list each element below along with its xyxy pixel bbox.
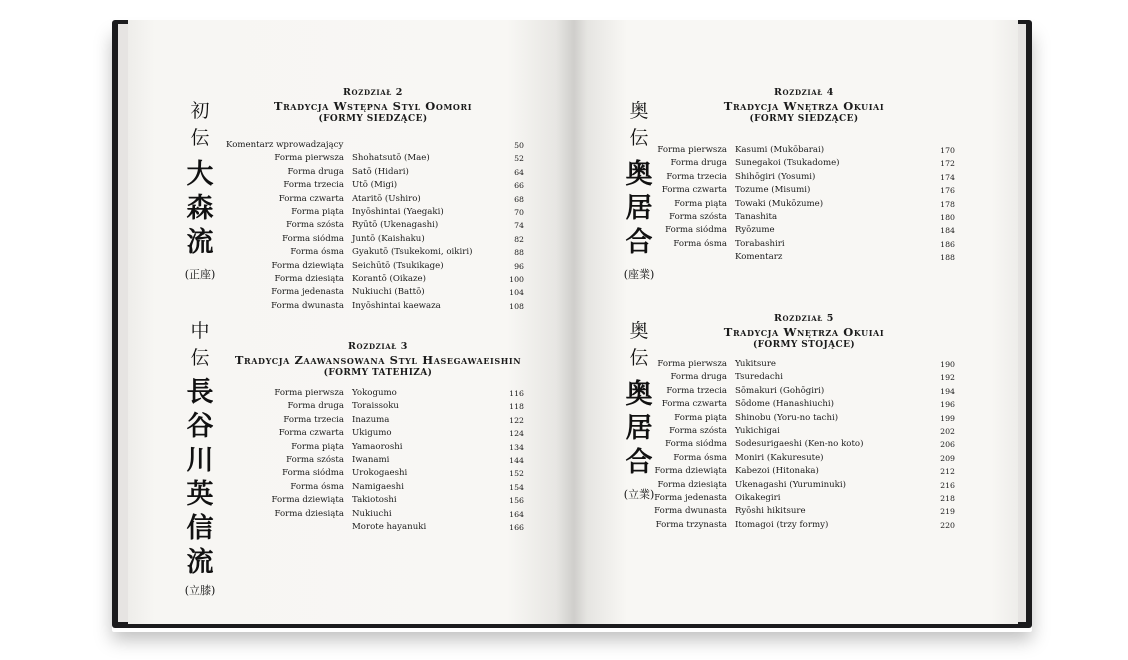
toc-entry-label: Forma ósma <box>290 247 344 258</box>
toc-entry-page: 186 <box>940 239 955 249</box>
toc-entry <box>659 371 959 384</box>
kanji-char: 合 <box>625 227 653 258</box>
toc-entry-label: Forma trzecia <box>283 414 344 425</box>
kanji-note: (正座) <box>184 268 216 281</box>
toc-entry-page: 216 <box>940 480 955 490</box>
toc-entry-page: 184 <box>940 226 955 236</box>
toc-entry-label: Forma ósma <box>673 452 727 463</box>
toc-entry <box>228 166 528 179</box>
toc-entry <box>659 238 959 251</box>
toc-entry <box>659 398 959 411</box>
toc-entry-name: Toraissoku <box>352 401 399 412</box>
toc-entry <box>228 508 528 521</box>
toc-entry-label: Forma piąta <box>291 441 344 452</box>
toc-entry-label: Forma siódma <box>665 225 727 236</box>
toc-entry-page: 174 <box>940 172 955 182</box>
toc-entry-page: 212 <box>940 467 955 477</box>
toc-entry-label: Forma czwarta <box>278 428 344 439</box>
toc-entry-page: 152 <box>509 469 524 479</box>
toc-entry-page: 70 <box>514 207 524 217</box>
toc-entry-name: Iwanami <box>352 454 390 465</box>
toc-entry-name: Oikakegiri <box>735 492 781 503</box>
toc-entry-name: Ryūtō (Ukenagashi) <box>352 220 439 231</box>
toc-entry <box>659 425 959 438</box>
toc-entry-label: Forma druga <box>670 158 727 169</box>
kanji-char: 合 <box>625 447 653 478</box>
toc-entry-label: Forma druga <box>670 372 727 383</box>
toc-entry-label: Forma szósta <box>286 220 344 231</box>
chapter-subtitle: (FORMY STOJĄCE) <box>752 340 856 350</box>
kanji-char: 中 <box>190 320 210 342</box>
toc-entry-name: Kabezoi (Hitonaka) <box>735 466 819 477</box>
toc-entry-label: Forma dziewiąta <box>271 260 344 271</box>
kanji-column-chuden <box>180 318 220 598</box>
toc-entry-page: 188 <box>940 253 955 263</box>
toc-entry-name: Itomagoi (trzy formy) <box>735 519 829 530</box>
toc-entry-name: Takiotoshi <box>352 495 397 506</box>
toc-entry-label: Forma czwarta <box>661 185 727 196</box>
toc-entry-label: Forma siódma <box>665 439 727 450</box>
toc-entry-page: 209 <box>940 453 955 463</box>
toc-entry-label: Forma szósta <box>669 425 727 436</box>
toc-entry-name: Utō (Migi) <box>352 180 398 191</box>
toc-entry-label: Forma dwunasta <box>271 300 344 311</box>
toc-entry-name: Ukigumo <box>352 428 392 439</box>
toc-entry-label: Forma dziesiąta <box>274 508 344 519</box>
toc-entry-name: Sōmakuri (Gohōgiri) <box>735 385 825 396</box>
toc-entry <box>228 152 528 165</box>
kanji-char: 川 <box>186 445 214 476</box>
chapter-4-heading <box>664 86 944 126</box>
toc-entry-page: 176 <box>940 186 955 196</box>
kanji-note: (座業) <box>623 268 655 281</box>
toc-entry-page: 180 <box>940 212 955 222</box>
kanji-char: 奥 <box>629 100 649 122</box>
toc-entry-name: Seichūtō (Tsukikage) <box>352 260 444 271</box>
chapter-title: Tradycja Wnętrza Okuiai <box>723 325 885 339</box>
toc-entry-label: Forma ósma <box>290 481 344 492</box>
chapter-title: Tradycja Wstępna Styl Oomori <box>273 99 473 113</box>
toc-entry-page: 50 <box>514 141 524 150</box>
toc-entry <box>228 193 528 206</box>
toc-entry-name: Inazuma <box>352 414 390 425</box>
toc-entry-page: 190 <box>940 360 955 369</box>
toc-entry-label: Forma trzecia <box>666 385 727 396</box>
right-page <box>574 20 1018 624</box>
toc-entry-page: 96 <box>514 261 524 271</box>
toc-entry <box>228 179 528 192</box>
toc-entry-name: Towaki (Mukōzume) <box>735 198 824 209</box>
kanji-column-okuden-seated <box>619 98 659 282</box>
toc-entry-name: Shohatsutō (Mae) <box>352 153 430 164</box>
toc-entry-label: Forma siódma <box>282 233 344 244</box>
toc-entry-name: Torabashiri <box>735 238 785 249</box>
kanji-column-okuden-standing <box>619 318 659 502</box>
toc-entry-label: Forma pierwsza <box>274 388 344 398</box>
toc-entry-label: Forma piąta <box>674 412 727 423</box>
toc-entry-page: 116 <box>509 389 524 398</box>
kanji-char: 伝 <box>629 127 649 149</box>
kanji-char: 信 <box>186 513 214 544</box>
toc-entry <box>228 273 528 286</box>
toc-entry-name: Inyōshintai kaewaza <box>352 300 441 311</box>
toc-entry-name: Nukiuchi <box>352 508 392 519</box>
toc-entry-name: Yukichigai <box>735 425 780 436</box>
toc-entry-label: Forma jedenasta <box>271 287 344 298</box>
kanji-char: 伝 <box>629 347 649 369</box>
toc-entry <box>659 479 959 492</box>
chapter-number: Rozdział 4 <box>774 87 834 98</box>
toc-entry-label: Forma pierwsza <box>274 153 344 164</box>
toc-entry-label: Forma trzecia <box>283 180 344 191</box>
toc-entry <box>228 206 528 219</box>
toc-entry-label: Forma piąta <box>291 206 344 217</box>
toc-entry-page: 100 <box>509 274 524 284</box>
toc-entry <box>228 467 528 480</box>
toc-entry <box>228 481 528 494</box>
kanji-char: 大 <box>186 159 214 190</box>
toc-entry-label: Forma siódma <box>282 468 344 479</box>
toc-entry <box>659 412 959 425</box>
toc-entry-page: 194 <box>940 386 955 396</box>
chapter-3-heading <box>218 340 538 380</box>
toc-entry <box>659 211 959 224</box>
toc-entry <box>228 400 528 413</box>
toc-entry <box>659 452 959 465</box>
kanji-column-shoden <box>180 98 220 282</box>
kanji-char: 谷 <box>186 411 214 442</box>
kanji-char: 奥 <box>625 379 653 410</box>
kanji-char: 居 <box>625 193 653 224</box>
toc-entry-page: 219 <box>940 507 955 517</box>
toc-entry-page: 178 <box>940 199 955 209</box>
toc-entry <box>228 246 528 259</box>
toc-entry-label: Forma pierwsza <box>657 145 727 155</box>
toc-entry-label: Forma szósta <box>669 211 727 222</box>
chapter-subtitle: (FORMY SIEDZĄCE) <box>318 114 428 124</box>
toc-entry-page: 64 <box>514 167 524 177</box>
chapter-4-toc <box>659 144 959 265</box>
toc-entry-label: Forma szósta <box>286 454 344 465</box>
toc-entry <box>228 414 528 427</box>
toc-entry <box>659 224 959 237</box>
kanji-char: 流 <box>186 227 214 258</box>
chapter-number: Rozdział 5 <box>774 313 834 324</box>
toc-entry-label: Forma dziesiąta <box>274 273 344 284</box>
toc-entry-page: 82 <box>514 234 524 244</box>
toc-entry-label: Forma dziewiąta <box>271 495 344 506</box>
toc-entry <box>659 198 959 211</box>
chapter-5-toc <box>654 358 959 532</box>
toc-entry-page: 124 <box>509 429 524 439</box>
toc-entry-name: Ryōzume <box>735 225 775 236</box>
toc-entry-page: 220 <box>940 520 955 530</box>
toc-entry-name: Sodesurigaeshi (Ken-no koto) <box>735 439 864 450</box>
toc-entry-page: 156 <box>509 496 524 506</box>
toc-entry-name: Tanashita <box>735 211 778 222</box>
toc-entry-page: 164 <box>509 509 524 519</box>
toc-entry <box>659 358 959 371</box>
toc-entry-page: 108 <box>509 301 524 311</box>
toc-entry <box>659 171 959 184</box>
chapter-title: Tradycja Zaawansowana Styl Hasegawaeishin <box>234 353 522 367</box>
left-page <box>128 20 574 624</box>
toc-entry <box>228 260 528 273</box>
toc-entry-label: Forma dziesiąta <box>657 479 727 490</box>
toc-entry-label: Forma trzecia <box>666 171 727 182</box>
kanji-char: 居 <box>625 413 653 444</box>
toc-entry-page: 218 <box>940 493 955 503</box>
kanji-char: 奥 <box>629 320 649 342</box>
chapter-5-heading <box>664 312 944 352</box>
chapter-title: Tradycja Wnętrza Okuiai <box>723 99 885 113</box>
toc-entry-name: Urokogaeshi <box>352 468 408 479</box>
toc-entry-page: 134 <box>509 442 524 452</box>
toc-entry-label: Forma trzynasta <box>655 519 727 530</box>
toc-entry-page: 154 <box>509 482 524 492</box>
toc-entry-name: Ataritō (Ushiro) <box>352 193 421 204</box>
toc-entry-label: Forma ósma <box>673 238 727 249</box>
toc-entry-page: 172 <box>940 159 955 169</box>
chapter-3-toc <box>228 387 528 534</box>
toc-entry-page: 52 <box>514 154 524 164</box>
toc-entry-label: Forma czwarta <box>661 399 727 410</box>
toc-entry <box>228 387 528 400</box>
toc-entry <box>659 438 959 451</box>
toc-entry-page: 104 <box>509 288 524 298</box>
toc-entry-name: Ukenagashi (Yuruminuki) <box>735 479 846 490</box>
toc-entry <box>228 427 528 440</box>
toc-entry-name: Sunegakoi (Tsukadome) <box>735 158 840 169</box>
toc-entry-name: Yokogumo <box>352 388 397 398</box>
toc-entry-label: Forma pierwsza <box>657 359 727 369</box>
kanji-char: 奥 <box>625 159 653 190</box>
kanji-char: 流 <box>186 547 214 578</box>
kanji-char: 伝 <box>190 127 210 149</box>
toc-entry-name: Namigaeshi <box>352 481 404 492</box>
toc-entry-page: 166 <box>509 522 524 532</box>
kanji-note: (立膝) <box>184 584 216 597</box>
toc-entry-page: 122 <box>509 415 524 425</box>
toc-entry-name: Nukiuchi (Battō) <box>352 287 425 298</box>
toc-entry <box>659 144 959 157</box>
toc-entry <box>659 157 959 170</box>
toc-entry <box>228 521 528 534</box>
toc-entry-label: Forma jedenasta <box>654 492 727 503</box>
kanji-char: 長 <box>186 377 214 408</box>
toc-entry-name: Morote hayanuki <box>352 521 427 532</box>
toc-entry-label: Forma dwunasta <box>654 506 727 517</box>
toc-entry <box>228 139 528 152</box>
toc-entry-name: Shihōgiri (Yosumi) <box>735 171 816 182</box>
kanji-char: 英 <box>186 479 214 510</box>
toc-entry-label: Forma druga <box>287 401 344 412</box>
toc-entry-page: 68 <box>514 194 524 204</box>
toc-entry-name: Kasumi (Mukōbarai) <box>735 145 825 155</box>
toc-entry-page: 192 <box>940 373 955 383</box>
toc-entry-name: Gyakutō (Tsukekomi, oikiri) <box>352 247 473 258</box>
toc-entry-page: 66 <box>514 181 524 191</box>
toc-entry <box>228 219 528 232</box>
kanji-char: 伝 <box>190 347 210 369</box>
toc-entry <box>228 494 528 507</box>
chapter-subtitle: (FORMY SIEDZĄCE) <box>749 114 859 124</box>
toc-entry <box>228 300 528 313</box>
toc-entry-name: Tsuredachi <box>735 372 783 383</box>
toc-entry-name: Komentarz <box>735 252 783 263</box>
kanji-char: 初 <box>190 100 210 122</box>
toc-entry <box>655 519 959 532</box>
toc-entry-page: 170 <box>940 146 955 155</box>
toc-entry-name: Yukitsure <box>735 359 777 369</box>
toc-entry-label: Forma druga <box>287 166 344 177</box>
toc-entry-name: Juntō (Kaishaku) <box>352 233 425 244</box>
chapter-subtitle: (FORMY TATEHIZA) <box>323 368 433 378</box>
kanji-char: 森 <box>186 193 214 224</box>
toc-entry <box>228 233 528 246</box>
toc-entry-page: 118 <box>509 402 524 412</box>
toc-entry-name: Yamaoroshi <box>352 441 403 452</box>
toc-entry <box>654 465 959 478</box>
chapter-number: Rozdział 2 <box>343 87 403 98</box>
toc-entry <box>659 251 959 264</box>
chapter-number: Rozdział 3 <box>348 341 408 352</box>
toc-entry-label: Forma dziewiąta <box>654 466 727 477</box>
toc-entry-label: Komentarz wprowadzający <box>226 140 344 150</box>
kanji-note: (立業) <box>623 488 655 501</box>
toc-entry-label: Forma czwarta <box>278 193 344 204</box>
toc-entry-name: Moniri (Kakuresute) <box>735 452 824 463</box>
toc-entry-page: 206 <box>940 440 955 450</box>
toc-entry-name: Ryōshi hikitsure <box>735 506 806 517</box>
chapter-2-heading <box>228 86 518 126</box>
toc-entry-name: Inyōshintai (Yaegaki) <box>352 206 444 217</box>
toc-entry-name: Satō (Hidari) <box>352 166 409 177</box>
toc-entry <box>654 492 959 505</box>
toc-entry-name: Korantō (Oikaze) <box>352 273 426 284</box>
toc-entry-label: Forma piąta <box>674 198 727 209</box>
toc-entry-name: Sōdome (Hanashiuchi) <box>735 399 835 410</box>
toc-entry-page: 144 <box>509 455 524 465</box>
toc-entry-page: 74 <box>514 221 524 231</box>
toc-entry <box>659 184 959 197</box>
toc-entry <box>654 505 959 518</box>
toc-entry-page: 88 <box>514 248 524 258</box>
toc-entry-name: Shinobu (Yoru-no tachi) <box>735 412 839 423</box>
toc-entry <box>228 441 528 454</box>
toc-entry-page: 202 <box>940 426 955 436</box>
toc-entry <box>228 454 528 467</box>
chapter-2-toc <box>228 139 528 313</box>
toc-entry-page: 196 <box>940 400 955 410</box>
toc-entry <box>659 385 959 398</box>
toc-entry <box>228 286 528 299</box>
toc-entry-name: Tozume (Misumi) <box>735 185 811 196</box>
toc-entry-page: 199 <box>940 413 955 423</box>
